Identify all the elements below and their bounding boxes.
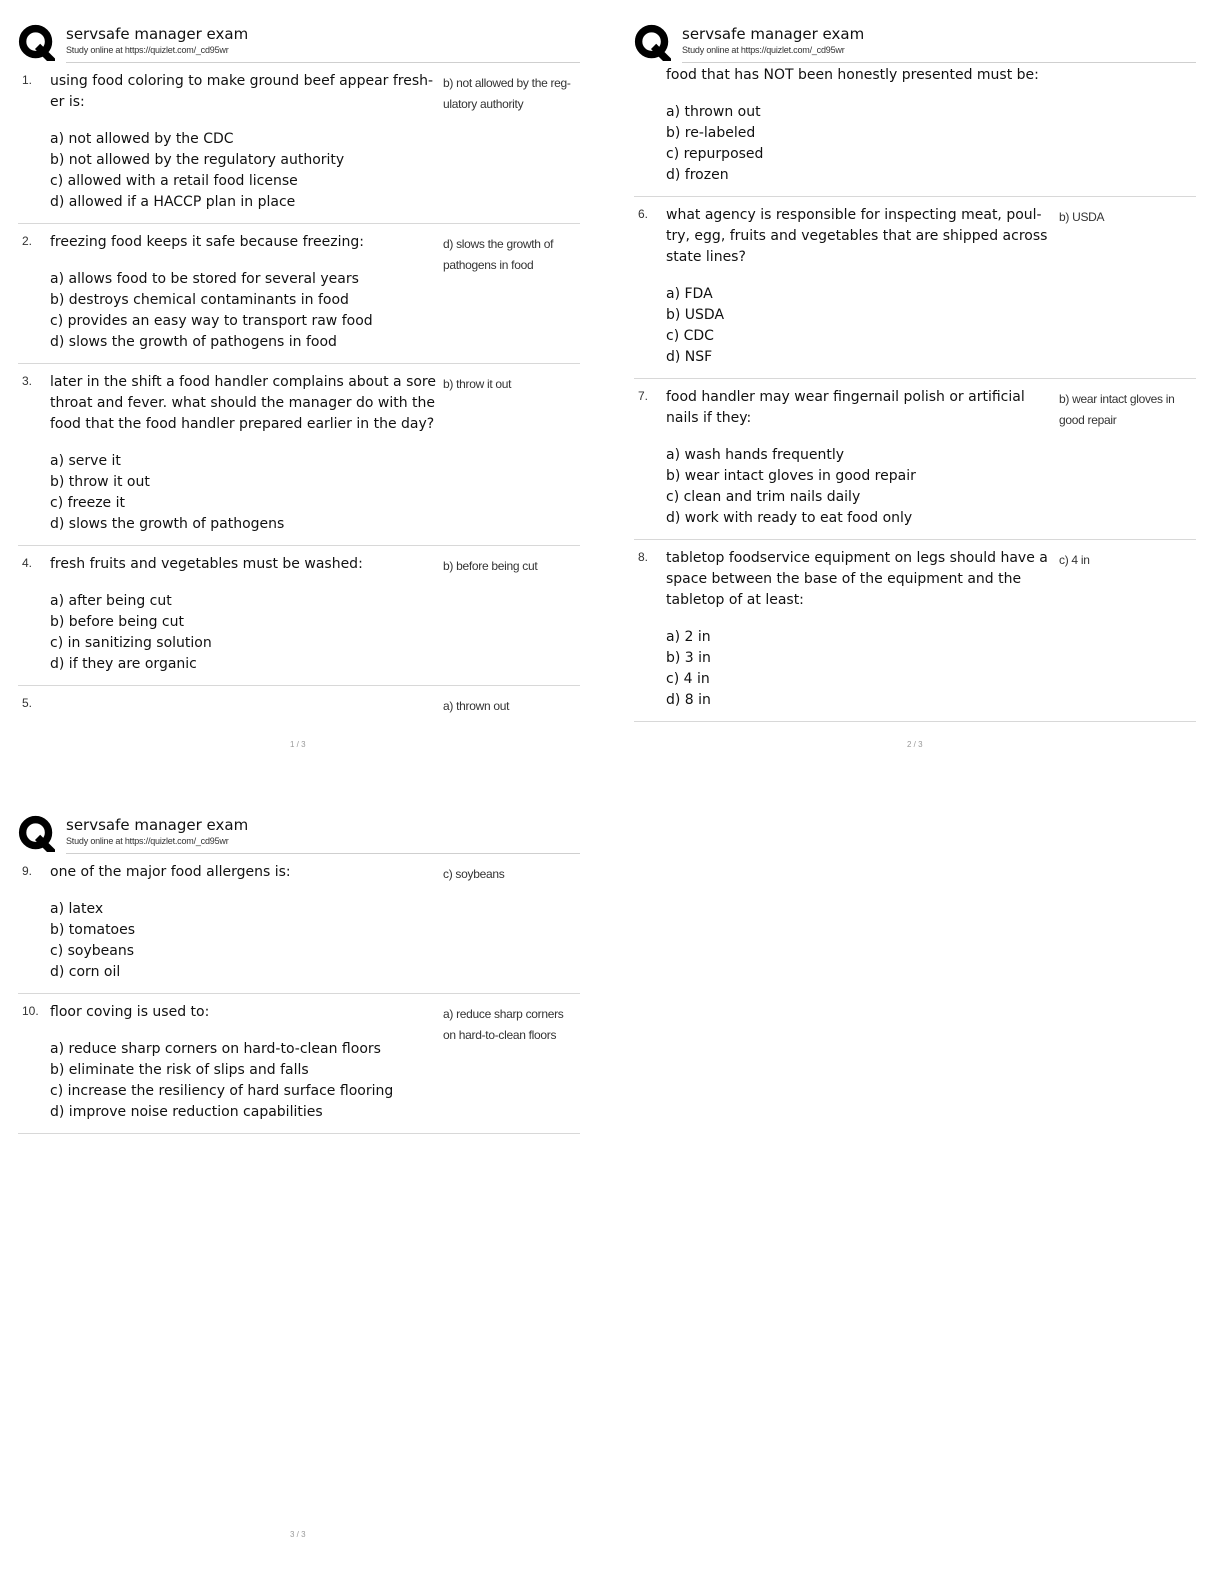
option: a) wash hands frequently (666, 447, 844, 463)
question-item (18, 994, 580, 1134)
question-continuation (634, 63, 1196, 197)
option: b) re-labeled (666, 125, 756, 141)
study-link-text: Study online at https://quizlet.com/_cd95wr (66, 836, 229, 846)
option: b) USDA (666, 307, 725, 323)
option: a) latex (50, 901, 104, 917)
question-text: food handler may wear fingernail polish or artificial nails if they: (666, 389, 1025, 426)
option: b) not allowed by the regulatory authority (50, 152, 345, 168)
option: a) not allowed by the CDC (50, 131, 234, 147)
question-text: freezing food keeps it safe because freezing: (50, 234, 364, 250)
option: c) freeze it (50, 495, 126, 511)
option: c) allowed with a retail food license (50, 173, 298, 189)
option: b) destroys chemical contaminants in food (50, 292, 349, 308)
option: b) wear intact gloves in good repair (666, 468, 916, 484)
question-text: tabletop foodservice equipment on legs should have a space between the base of the equipment and the tabletop of at least: (666, 550, 1048, 608)
answer-text: b) before being cut (443, 559, 538, 573)
deck-title: servsafe manager exam (66, 816, 249, 834)
answer-text: a) reduce sharp corners on hard-to-clean floors (443, 1007, 564, 1042)
answer-text: a) thrown out (443, 699, 510, 713)
study-link-text: Study online at https://quizlet.com/_cd95wr (66, 45, 229, 55)
option: d) slows the growth of pathogens in food (50, 334, 337, 350)
options-list (50, 269, 580, 353)
deck-title: servsafe manager exam (66, 25, 249, 43)
page-number: 2 / 3 (907, 740, 923, 749)
question-item (634, 197, 1196, 379)
question-number: 10. (22, 1004, 39, 1018)
question-item (18, 364, 580, 546)
quizlet-logo-icon (18, 815, 55, 852)
option: c) soybeans (50, 943, 134, 959)
answer-text: c) 4 in (1059, 553, 1090, 567)
option: a) 2 in (666, 629, 711, 645)
option: a) reduce sharp corners on hard-to-clean floors (50, 1041, 381, 1057)
option: a) after being cut (50, 593, 172, 609)
question-number: 9. (22, 864, 33, 878)
question-number: 1. (22, 73, 33, 87)
options-list (50, 1039, 580, 1123)
question-number: 6. (638, 207, 649, 221)
option: d) improve noise reduction capabilities (50, 1104, 323, 1120)
page-header (634, 22, 1196, 62)
page-number: 3 / 3 (290, 1530, 306, 1539)
page-2 (634, 22, 1196, 722)
option: a) allows food to be stored for several years (50, 271, 359, 287)
option: a) thrown out (666, 104, 761, 120)
option: d) NSF (666, 349, 713, 365)
question-text: floor coving is used to: (50, 1004, 210, 1020)
option: d) 8 in (666, 692, 711, 708)
option: d) frozen (666, 167, 729, 183)
option: d) work with ready to eat food only (666, 510, 913, 526)
question-item (18, 686, 580, 720)
option: d) slows the growth of pathogens (50, 516, 285, 532)
option: c) provides an easy way to transport raw food (50, 313, 373, 329)
quizlet-logo-icon (18, 24, 55, 61)
options-list (666, 445, 1196, 529)
question-text: one of the major food allergens is: (50, 864, 291, 880)
page-number: 1 / 3 (290, 740, 306, 749)
question-item (18, 546, 580, 686)
answer-text: b) USDA (1059, 210, 1105, 224)
option: b) eliminate the risk of slips and falls (50, 1062, 309, 1078)
question-item (18, 63, 580, 224)
option: b) 3 in (666, 650, 711, 666)
study-link-text: Study online at https://quizlet.com/_cd95wr (682, 45, 845, 55)
option: d) if they are organic (50, 656, 197, 672)
option: d) allowed if a HACCP plan in place (50, 194, 296, 210)
option: c) repurposed (666, 146, 764, 162)
question-text: using food coloring to make ground beef appear fresh-er is: (50, 73, 434, 110)
option: a) serve it (50, 453, 121, 469)
question-item (634, 379, 1196, 540)
answer-text: c) soybeans (443, 867, 505, 881)
page-header (18, 22, 580, 62)
question-item (18, 224, 580, 364)
option: c) CDC (666, 328, 714, 344)
deck-title: servsafe manager exam (682, 25, 865, 43)
options-list (50, 899, 580, 983)
option: a) FDA (666, 286, 713, 302)
question-number: 5. (22, 696, 33, 710)
option: b) tomatoes (50, 922, 136, 938)
question-text: fresh fruits and vegetables must be washed: (50, 556, 363, 572)
page-1 (18, 22, 580, 720)
options-list (50, 591, 580, 675)
quizlet-logo-icon (634, 24, 671, 61)
option: c) 4 in (666, 671, 710, 687)
option: d) corn oil (50, 964, 121, 980)
options-list (666, 284, 1196, 368)
question-number: 3. (22, 374, 33, 388)
question-number: 2. (22, 234, 33, 248)
question-number: 8. (638, 550, 649, 564)
option: c) increase the resiliency of hard surface flooring (50, 1083, 394, 1099)
question-number: 7. (638, 389, 649, 403)
question-item (634, 540, 1196, 722)
option: c) clean and trim nails daily (666, 489, 861, 505)
question-item (18, 854, 580, 994)
question-text: later in the shift a food handler complains about a sore throat and fever. what should the manager do with the food that the food handler prepared earlier in the day? (50, 374, 436, 432)
option: b) throw it out (50, 474, 150, 490)
answer-text: b) not allowed by the reg-ulatory authority (443, 76, 571, 111)
options-list (666, 627, 1196, 711)
question-text: food that has NOT been honestly presented must be: (666, 67, 1039, 83)
page-3 (18, 813, 580, 1134)
option: b) before being cut (50, 614, 184, 630)
options-list (50, 129, 580, 213)
question-text: what agency is responsible for inspecting meat, poul-try, egg, fruits and vegetables that are shipped across state lines? (666, 207, 1048, 265)
answer-text: b) wear intact gloves in good repair (1059, 392, 1175, 427)
options-list (50, 451, 580, 535)
question-number: 4. (22, 556, 33, 570)
answer-text: d) slows the growth of pathogens in food (443, 237, 554, 272)
answer-text: b) throw it out (443, 377, 512, 391)
page-header (18, 813, 580, 853)
options-list (666, 102, 1196, 186)
option: c) in sanitizing solution (50, 635, 212, 651)
